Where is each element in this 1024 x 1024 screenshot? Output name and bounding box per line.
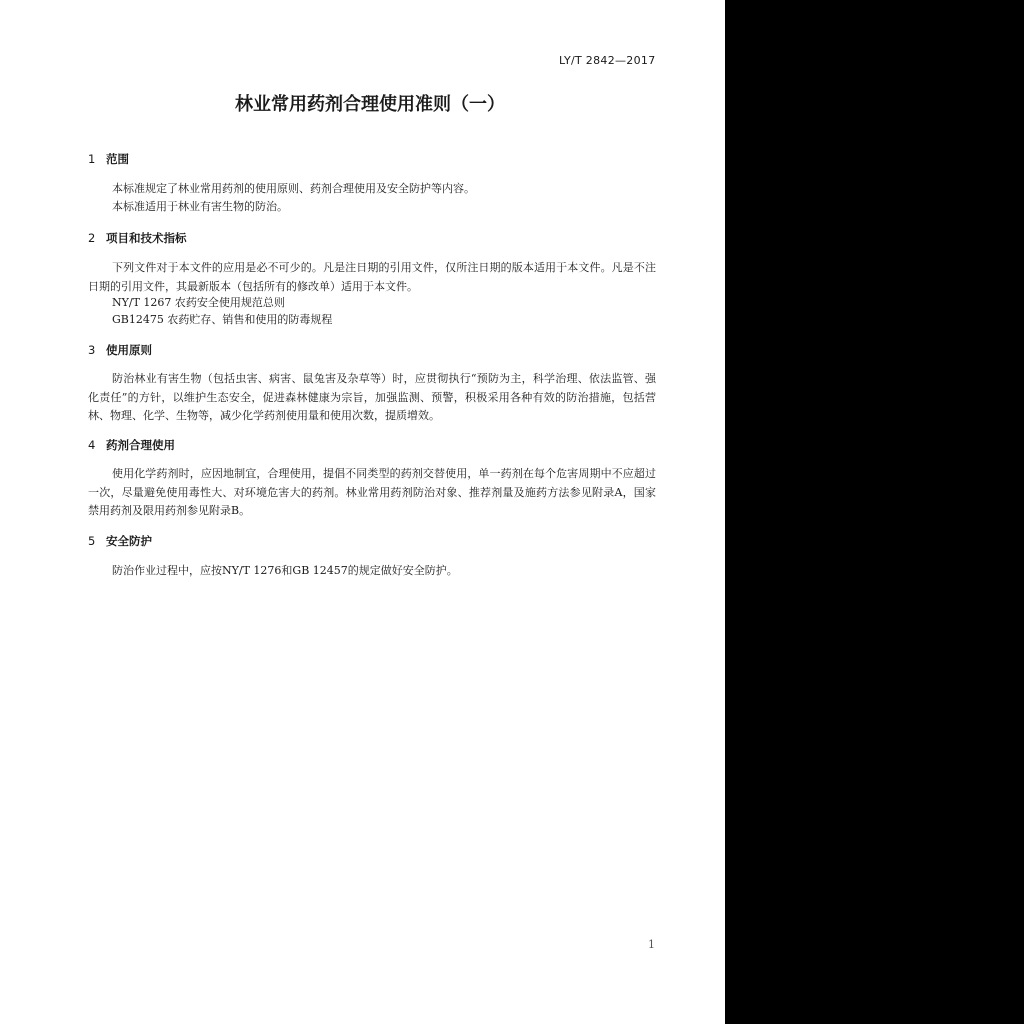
standard-code: LY/T 2842—2017 (559, 54, 656, 67)
section-4-paragraph: 使用化学药剂时，应因地制宜，合理使用，提倡不同类型的药剂交替使用，单一药剂在每个危害周期中不应超过一次，尽量避免使用毒性大、对环境危害大的药剂。林业常用药剂防治对象、推荐剂量及施药方法参见附录A，国家禁用药剂及限用药剂参见附录B。 (88, 467, 656, 517)
section-title: 项目和技术指标 (106, 231, 187, 245)
section-3-heading (88, 342, 152, 358)
section-number: 2 (88, 231, 96, 245)
reference-gb12475: GB12475 农药贮存、销售和使用的防毒规程 (112, 313, 333, 326)
section-title: 药剂合理使用 (106, 438, 175, 452)
section-number: 1 (88, 152, 96, 166)
section-number: 5 (88, 534, 96, 548)
reference-ny-t-1267: NY/T 1267 农药安全使用规范总则 (112, 296, 285, 309)
section-5-paragraph: 防治作业过程中，应按NY/T 1276和GB 12457的规定做好安全防护。 (112, 564, 458, 577)
section-title: 安全防护 (106, 534, 152, 548)
section-2-heading (88, 230, 187, 246)
section-1-heading (88, 151, 129, 167)
section-number: 4 (88, 438, 96, 452)
section-2-paragraph: 下列文件对于本文件的应用是必不可少的。凡是注日期的引用文件，仅所注日期的版本适用于本文件。凡是不注日期的引用文件，其最新版本（包括所有的修改单）适用于本文件。 (88, 261, 656, 293)
section-number: 3 (88, 343, 96, 357)
document-title: 林业常用药剂合理使用准则（一） (235, 94, 505, 115)
section-4-heading (88, 437, 175, 453)
page-number: 1 (648, 938, 655, 951)
section-3-paragraph: 防治林业有害生物（包括虫害、病害、鼠兔害及杂草等）时，应贯彻执行“预防为主，科学治理、依法监管、强化责任”的方针，以维护生态安全，促进森林健康为宗旨，加强监测、预警，积极采用各种有效的防治措施，包括营林、物理、化学、生物等，减少化学药剂使用量和使用次数，提质增效。 (88, 372, 656, 422)
section-1-line-1: 本标准规定了林业常用药剂的使用原则、药剂合理使用及安全防护等内容。 (112, 182, 475, 195)
section-5-heading (88, 533, 152, 549)
section-title: 范围 (106, 152, 129, 166)
section-1-line-2: 本标准适用于林业有害生物的防治。 (112, 200, 288, 213)
section-title: 使用原则 (106, 343, 152, 357)
